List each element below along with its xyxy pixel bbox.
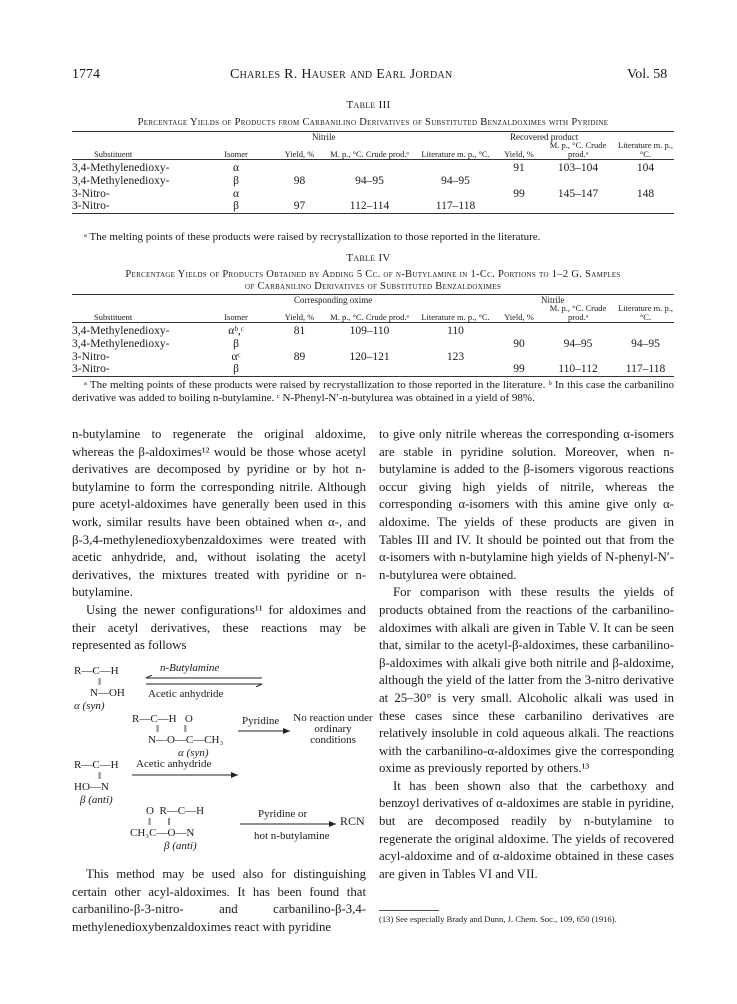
col-header: Literature m. p., °C.: [618, 303, 673, 322]
cell: [272, 363, 327, 376]
col-header: Yield, %: [284, 149, 315, 159]
col-header: Yield, %: [504, 149, 534, 159]
col-header: Literature m. p., °C.: [421, 149, 490, 159]
cell: [272, 162, 327, 175]
cell: [499, 351, 539, 364]
cell: 145–147: [557, 187, 599, 200]
table4-top-rule: [72, 294, 674, 295]
table-row: [72, 351, 674, 364]
col-header: Isomer: [224, 149, 248, 159]
cell: [412, 162, 499, 175]
cell: [272, 188, 327, 201]
cell: [412, 363, 499, 376]
formula-beta-acetyl-l1: O R—C—H: [146, 805, 205, 817]
arrow-right-icon: [132, 771, 240, 779]
footnote-rule: [379, 910, 439, 911]
left-column: [72, 426, 366, 655]
formula-alpha-oxime-top: R—C—H: [74, 665, 119, 677]
table-row: [72, 338, 674, 351]
table3-group-recovered: Recovered product: [510, 132, 579, 142]
col-header: Substituent: [94, 149, 133, 159]
formula-alpha-acetyl-l1: R—C—H O: [132, 713, 193, 725]
cell: 3-Nitro-: [72, 363, 110, 376]
cell: αᶜ: [231, 350, 241, 363]
cell: 99: [513, 187, 525, 200]
col-header: Yield, %: [284, 312, 315, 322]
running-head-authors: Charles R. Hauser and Earl Jordan: [230, 67, 453, 82]
cell: [539, 175, 617, 188]
cell: [327, 162, 412, 175]
cell: α: [232, 187, 240, 200]
cell: 91: [513, 162, 525, 174]
cell: 3,4-Methylenedioxy-: [72, 162, 170, 174]
cell: 123: [446, 350, 465, 363]
formula-beta-oxime-bottom: HO—N: [74, 781, 109, 793]
arrow3-label: Acetic anhydride: [136, 758, 212, 770]
paragraph: Using the newer configurations¹¹ for aldoximes and their acetyl derivatives, these reactions may be represented as follows: [72, 602, 366, 653]
cell: 103–104: [557, 162, 599, 174]
paragraph: For comparison with these results the yields of products obtained from the reactions of the carbanilino-aldoximes with alkali are given in Table V. It can be seen that, similar to the acetyl-β-aldoximes, these carbanilino-β-aldoximes with alkali give both nitrile and β-aldoxime, although the yield of the latter from the 3-nitro derivative at 25–30° is very small. Alcoholic alkali was used in these cases since these carbanilino derivatives are relatively insoluble in cold aqueous alkali. The reactions with the carbanilino-α-aldoximes give the corresponding oxime as previously reported by others.¹³: [379, 585, 674, 776]
col-header: M. p., °C. Crude prod.ᵃ: [549, 303, 607, 322]
cell: 117–118: [625, 363, 666, 376]
table3: [72, 141, 674, 215]
paragraph: It has been shown also that the carbethoxy and benzoyl derivatives of α-aldoximes are stable in pyridine, but are decomposed readily by n-butylamine to regenerate the original aldoxime. The yields of recovered acyl-aldoxime and of α-aldoxime obtained in these cases are given in Tables VI and VII.: [379, 778, 674, 881]
cell: αᵇ,ᶜ: [228, 325, 244, 337]
table4-header-row: [72, 304, 674, 323]
cell: [327, 338, 412, 351]
cell: [539, 200, 617, 213]
formula-alpha-oxime-bottom: N—OH: [90, 687, 125, 699]
cell: 3,4-Methylenedioxy-: [72, 325, 170, 337]
right-column: [379, 426, 674, 883]
cell: 3-Nitro-: [72, 350, 110, 363]
cell: 112–114: [349, 200, 390, 213]
formula-alpha-acetyl-l2: ‖ ‖: [156, 723, 187, 735]
col-header: Yield, %: [504, 312, 534, 322]
cell: 81: [293, 325, 306, 337]
arrow1-bottom-label: Acetic anhydride: [148, 688, 224, 700]
volume: Vol. 58: [627, 67, 668, 82]
cell: [499, 325, 539, 338]
cell: [617, 325, 674, 338]
col-header: Isomer: [224, 312, 248, 322]
no-reaction-note: No reaction under ordinary conditions: [293, 712, 373, 746]
table4: [72, 304, 674, 378]
cell: [499, 200, 539, 213]
table4-footnote: ᵃ The melting points of these products were raised by recrystallization to those reported in the literature. ᵇ In this case the carbanilino derivative was added to boiling n-butylamine. ᶜ N-Phenyl-N′-n-butylurea was obtained in a yield of 98%.: [72, 379, 674, 404]
cell: [327, 363, 412, 376]
cell: 117–118: [435, 200, 476, 213]
cell: [539, 351, 617, 364]
table3-caption: Percentage Yields of Products from Carbanilino Derivatives of Substituted Benzaldoximes with Pyridine: [137, 117, 609, 128]
cell: β: [233, 174, 239, 187]
table-row: [72, 162, 674, 175]
cell: [617, 351, 674, 364]
table4-group-nitrile: Nitrile: [541, 295, 565, 305]
product-rcn: RCN: [340, 814, 365, 828]
table-row: [72, 325, 674, 338]
page-number: 1774: [72, 67, 100, 82]
cell: [539, 325, 617, 338]
table3-top-rule: [72, 131, 674, 132]
footnote-13: (13) See especially Brady and Dunn, J. Chem. Soc., 109, 650 (1916).: [379, 914, 617, 924]
cell: [272, 338, 327, 351]
col-header: M. p., °C. Crude prod.ᵃ: [549, 140, 607, 159]
formula-double-bond: ‖: [98, 770, 102, 782]
table3-header-row: [72, 141, 674, 160]
cell: 104: [636, 162, 655, 174]
col-header: Literature m. p., °C.: [618, 140, 673, 159]
cell: 109–110: [349, 325, 390, 337]
table4-caption-line2: of Carbanilino Derivatives of Substituted Benzaldoximes: [244, 281, 502, 292]
cell: 3,4-Methylenedioxy-: [72, 174, 170, 187]
arrow1-top-label: n-Butylamine: [160, 662, 220, 674]
label-alpha-syn-2: α (syn): [178, 747, 209, 759]
cell: [327, 188, 412, 201]
cell: [617, 175, 674, 188]
col-header: Substituent: [94, 312, 133, 322]
equilibrium-arrow-icon: [144, 675, 264, 687]
table-row: [72, 188, 674, 201]
col-header: Literature m. p., °C.: [421, 312, 490, 322]
paragraph: to give only nitrile whereas the corresponding α-isomers are stable in pyridine solution. Moreover, when n-butylamine is added to the β-isomers vigorous reactions occur giving high yields of nitrile, whereas the corresponding α-isomers with this amine give only α-aldoxime. The yields of these products are given in Tables III and IV. It should be pointed out that from the α-isomers with n-butylamine high yields of N-phenyl-N′-n-butylurea were obtained.: [379, 427, 674, 582]
table3-group-nitrile: Nitrile: [312, 132, 336, 142]
table-row: [72, 363, 674, 376]
table3-label: Table III: [346, 99, 391, 111]
cell: 110–112: [558, 363, 598, 376]
cell: [499, 175, 539, 188]
label-beta-anti: β (anti): [80, 794, 113, 806]
formula-beta-oxime-top: R—C—H: [74, 759, 119, 771]
cell: [412, 188, 499, 201]
label-alpha-syn: α (syn): [74, 700, 105, 712]
table3-footnote: ᵃ The melting points of these products were raised by recrystallization to those reported in the literature.: [84, 231, 541, 243]
cell: 94–95: [563, 337, 593, 350]
cell: β: [233, 337, 239, 350]
cell: 120–121: [349, 350, 390, 363]
cell: 3-Nitro-: [72, 200, 110, 213]
cell: 110: [447, 325, 464, 337]
arrow4-top-label: Pyridine or: [258, 808, 308, 820]
arrow2-label: Pyridine: [242, 715, 280, 727]
paragraph: This method may be used also for distinguishing certain other acyl-aldoximes. It has been found that carbanilino-β-3-nitro- and carbanilino-β-3,4-methylenedioxybenzaldoximes react with pyridine: [72, 867, 366, 934]
cell: 89: [293, 350, 306, 363]
cell: α: [232, 162, 240, 174]
cell: 94–95: [355, 174, 384, 187]
table4-group-oxime: Corresponding oxime: [294, 295, 373, 305]
cell: β: [233, 363, 239, 376]
table4-caption-line1: Percentage Yields of Products Obtained by Adding 5 Cc. of n-Butylamine in 1-Cc. Portions to 1–2 G. Samples: [125, 269, 621, 280]
arrow4-bottom-label: hot n-butylamine: [254, 830, 330, 842]
left-column-bottom: [72, 866, 366, 936]
cell: 148: [636, 187, 655, 200]
col-header: M. p., °C. Crude prod.ᵃ: [330, 312, 409, 322]
reaction-scheme: [72, 660, 372, 860]
paragraph: n-butylamine to regenerate the original aldoxime, whereas the β-aldoximes¹² would be those whose acetyl derivatives are decomposed by pyridine or by hot n-butylamine to form the corresponding nitrile. Although pure acetyl-aldoximes have generally been used in this work, similar results have been obtained when α-, and β-3,4-methylenedioxybenzaldoximes were treated with acetic anhydride, and, without isolating the acetyl derivatives, the mixtures treated with pyridine or n-butylamine.: [72, 427, 366, 600]
cell: 94–95: [631, 337, 660, 350]
cell: 90: [513, 337, 525, 350]
formula-beta-acetyl-l3: CH₃C—O—N: [130, 827, 195, 839]
formula-alpha-acetyl-l3: N—O—C—CH₃: [148, 734, 224, 746]
cell: 98: [293, 174, 306, 187]
cell: β: [233, 200, 239, 213]
cell: [617, 200, 674, 213]
cell: [412, 338, 499, 351]
table-row: [72, 200, 674, 213]
cell: 99: [513, 363, 525, 376]
col-header: M. p., °C. Crude prod.ᵃ: [330, 149, 409, 159]
cell: 3-Nitro-: [72, 187, 110, 200]
arrow-right-icon: [238, 727, 292, 735]
cell: 94–95: [441, 174, 470, 187]
formula-beta-acetyl-l2: ‖ ‖: [148, 816, 171, 828]
formula-double-bond: ‖: [98, 676, 102, 688]
cell: 3,4-Methylenedioxy-: [72, 337, 170, 350]
arrow-right-icon: [240, 820, 338, 828]
cell: 97: [293, 200, 306, 213]
table-row: [72, 175, 674, 188]
table4-label: Table IV: [346, 252, 391, 264]
label-beta-anti-2: β (anti): [164, 840, 197, 852]
